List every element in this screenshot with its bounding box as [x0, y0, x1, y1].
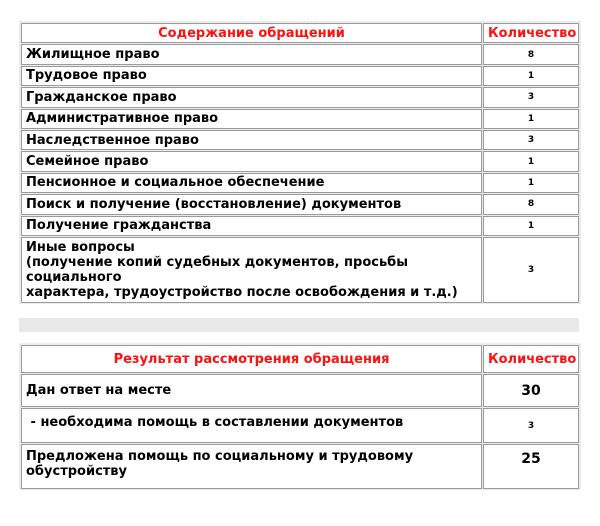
table-row [21, 87, 579, 107]
table-row [21, 173, 579, 193]
appeal-results-table [19, 343, 581, 490]
table-row [21, 109, 579, 129]
row-label: Поиск и получение (восстановление) документов [21, 194, 482, 214]
row-count: 1 [483, 216, 579, 236]
row-label-line: Предложена помощь по социальному и трудовому [26, 449, 414, 464]
row-count: 1 [483, 109, 579, 129]
row-count: 1 [483, 66, 579, 86]
table-row-other [21, 237, 579, 303]
row-count: 3 [483, 130, 579, 150]
table-row [21, 151, 579, 171]
row-label: Наследственное право [21, 130, 482, 150]
row-count: 30 [483, 374, 579, 407]
other-line: социального [26, 269, 122, 285]
row-label: Семейное право [21, 151, 482, 171]
column-header-count: Количество [483, 23, 579, 43]
table-header-row [21, 345, 579, 373]
other-line: Иные вопросы [26, 239, 135, 255]
row-count: 3 [483, 87, 579, 107]
column-header-count: Количество [483, 345, 579, 373]
table-row [21, 444, 579, 489]
row-label: Пенсионное и социальное обеспечение [21, 173, 482, 193]
row-count: 3 [483, 408, 579, 443]
appeals-content-table [19, 21, 581, 304]
table-row [21, 66, 579, 86]
other-line: характера, трудоустройство после освобождения и т.д.) [26, 284, 458, 300]
table-row [21, 216, 579, 236]
table-row [21, 194, 579, 214]
row-label-line: обустройству [26, 464, 128, 479]
row-label-other [21, 237, 482, 303]
row-count: 1 [483, 151, 579, 171]
row-label: Жилищное право [21, 44, 482, 64]
row-count: 25 [483, 444, 579, 489]
table-row [21, 408, 579, 443]
table-row [21, 44, 579, 64]
row-count: 3 [483, 237, 579, 303]
column-header-result: Результат рассмотрения обращения [21, 345, 482, 373]
row-count: 1 [483, 173, 579, 193]
other-line: (получение копий судебных документов, просьбы [26, 254, 409, 270]
table-row [21, 374, 579, 407]
row-label [21, 444, 482, 489]
column-header-subject: Содержание обращений [21, 23, 482, 43]
row-label: Административное право [21, 109, 482, 129]
row-label: Получение гражданства [21, 216, 482, 236]
row-count: 8 [483, 194, 579, 214]
row-label: - необходима помощь в составлении документов [21, 408, 482, 443]
table-header-row [21, 23, 579, 43]
row-label: Дан ответ на месте [21, 374, 482, 407]
row-label: Трудовое право [21, 66, 482, 86]
divider-band [19, 318, 579, 332]
row-label: Гражданское право [21, 87, 482, 107]
row-count: 8 [483, 44, 579, 64]
table-row [21, 130, 579, 150]
